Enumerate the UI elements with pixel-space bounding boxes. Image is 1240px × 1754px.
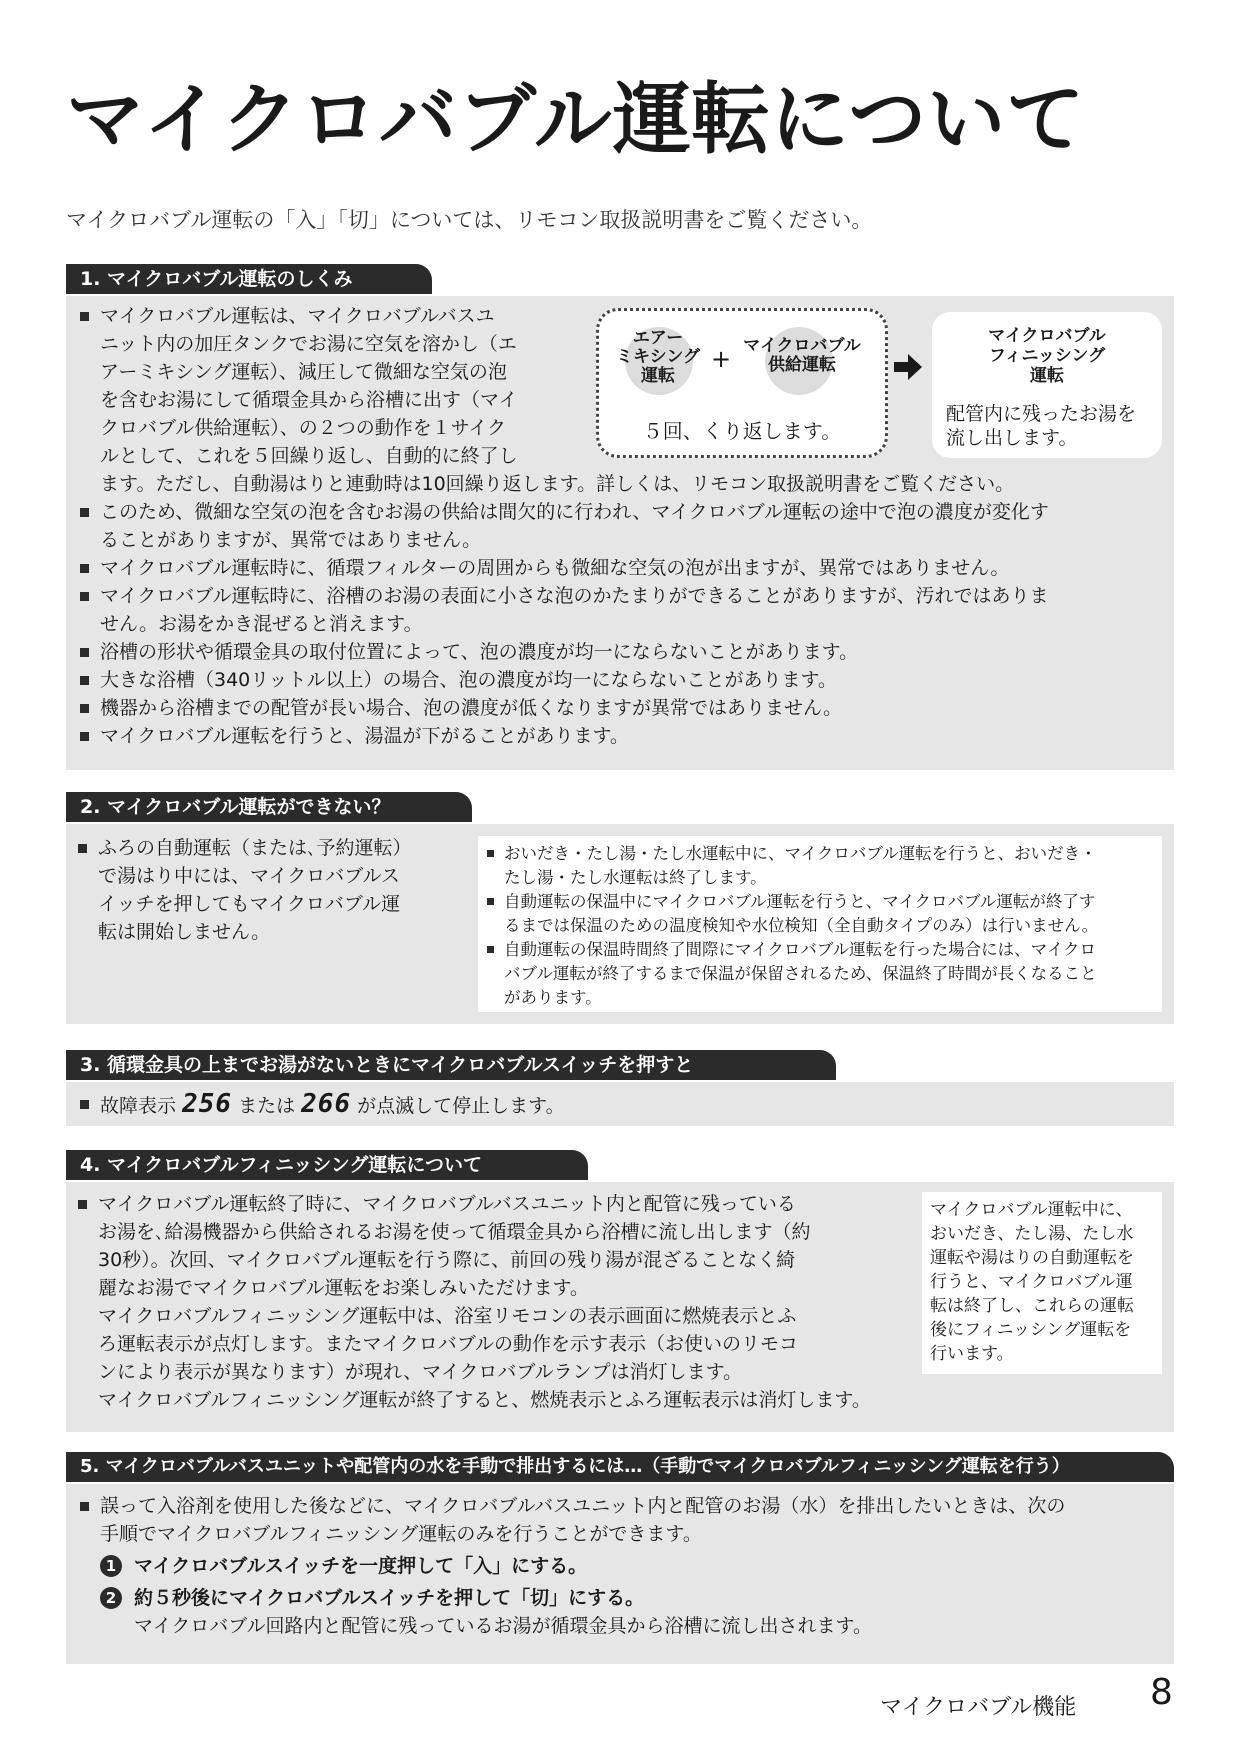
intro-text: マイクロバブル運転の「入」「切」については、リモコン取扱説明書をご覧ください。 — [66, 208, 873, 232]
section-1-header: 1. マイクロバブル運転のしくみ — [66, 264, 432, 294]
list-item: おいだき・たし湯・たし水運転中に、マイクロバブル運転を行うと、おいだき・ たし湯・たし水運転は終了します。 — [486, 842, 1154, 890]
list-item: 自動運転の保温時間終了間際にマイクロバブル運転を行った場合には、マイクロ バブル運転が終了するまで保温が保留されるため、保温終了時間が長くなること があります。 — [486, 938, 1154, 1010]
cycle-diagram — [596, 308, 888, 458]
s5-intro: 誤って入浴剤を使用した後などに、マイクロバブルバスユニット内と配管のお湯（水）を排出したいときは、次の 手順でマイクロバブルフィニッシング運転のみを行うことができます。 — [78, 1492, 1162, 1548]
step-2: 2 約５秒後にマイクロバブルスイッチを押して「切」にする。 — [78, 1584, 1162, 1612]
arrow-right-icon — [894, 354, 922, 380]
repeat-label: ５回、くり返します。 — [642, 419, 842, 443]
air-mixing-label: エアー ミキシング 運転 — [615, 328, 701, 386]
s1-para1-line: ルとして、これを５回繰り返し、自動的に終了し — [100, 445, 518, 467]
finishing-desc: 配管内に残ったお湯を 流し出します。 — [946, 403, 1137, 449]
step-2-number: 2 — [100, 1587, 122, 1609]
page-number: 8 — [1150, 1672, 1173, 1713]
section-5-body — [66, 1484, 1174, 1664]
section-3-body — [66, 1082, 1174, 1126]
step-1: 1 マイクロバブルスイッチを一度押して「入」にする。 — [78, 1552, 1162, 1580]
section-1-body — [66, 296, 1174, 770]
list-item: 機器から浴槽までの配管が長い場合、泡の濃度が低くなりますが異常ではありません。 — [78, 694, 1168, 722]
error-code-2: 266 — [301, 1089, 352, 1119]
list-item: このため、微細な空気の泡を含むお湯の供給は間欠的に行われ、マイクロバブル運転の途中で泡の濃度が変化す ることがありますが、異常ではありません。 — [78, 498, 1168, 554]
supply-label: マイクロバブル 供給運転 — [743, 336, 861, 375]
section-5-header: 5. マイクロバブルバスユニットや配管内の水を手動で排出するには…（手動でマイクロバブルフィニッシング運転を行う） — [66, 1452, 1174, 1482]
list-item: マイクロバブル運転時に、浴槽のお湯の表面に小さな泡のかたまりができることがありますが、汚れではありま せん。お湯をかき混ぜると消えます。 — [78, 582, 1168, 638]
s1-para1-line: ニット内の加圧タンクでお湯に空気を溶かし（エ — [100, 333, 517, 355]
s1-para1-last: ます。ただし、自動湯はりと連動時は10回繰り返します。詳しくは、リモコン取扱説明書をご覧ください。 — [100, 473, 1015, 495]
section-4-header: 4. マイクロバブルフィニッシング運転について — [66, 1150, 588, 1180]
page-title: マイクロバブル運転について — [66, 75, 1086, 165]
s1-para1-line: を含むお湯にして循環金具から浴槽に出す（マイ — [100, 389, 518, 411]
s4-note: マイクロバブル運転中に、 おいだき、たし湯、たし水 運転や湯はりの自動運転を 行うと、マイクロバブル運 転は終了し、これらの運転 後にフィニッシング運転を 行います。 — [922, 1192, 1162, 1374]
s1-para1-line: マイクロバブル運転は、マイクロバブルバスユ — [78, 302, 578, 330]
finishing-box — [932, 312, 1162, 458]
list-item: マイクロバブル運転時に、循環フィルターの周囲からも微細な空気の泡が出ますが、異常ではありません。 — [78, 554, 1168, 582]
s2-left-text: ふろの自動運転（または､予約運転） で湯はり中には、マイクロバブルス イッチを押してもマイクロバブル運 転は開始しません。 — [76, 834, 468, 946]
list-item: 大きな浴槽（340リットル以上）の場合、泡の濃度が均一にならないことがあります。 — [78, 666, 1168, 694]
section-3-header: 3. 循環金具の上までお湯がないときにマイクロバブルスイッチを押すと — [66, 1050, 836, 1080]
section-2-header: 2. マイクロバブル運転ができない？ — [66, 792, 472, 822]
s1-bullets — [78, 470, 1168, 750]
error-display-text: 故障表示 256 または 266 が点滅して停止します。 — [78, 1090, 1162, 1120]
plus-sign: + — [711, 345, 732, 373]
finishing-title: マイクロバブル フィニッシング 運転 — [988, 326, 1106, 386]
step-2-detail: マイクロバブル回路内と配管に残っているお湯が循環金具から浴槽に流し出されます。 — [134, 1615, 872, 1637]
s1-para1 — [78, 302, 578, 470]
error-code-1: 256 — [182, 1089, 233, 1119]
s1-para1-line: アーミキシング運転）、減圧して微細な空気の泡 — [100, 361, 507, 383]
section-4-body — [66, 1182, 1174, 1432]
footer-section-label: マイクロバブル機能 — [880, 1695, 1077, 1720]
s2-notes — [478, 836, 1162, 1012]
section-2-body — [66, 824, 1174, 1024]
s4-text: マイクロバブル運転終了時に、マイクロバブルバスユニット内と配管に残っている お湯を､給湯機器から供給されるお湯を使って循環金具から浴槽に流し出します（約 30秒）。次回、マイクロバブル運転を行う際に、前回の残り湯が混ざることなく綺 麗なお湯でマイクロバブル運転をお楽しみいただけます。 マイクロバブルフィニッシング運転中は、浴室リモコンの表示画面に燃焼表示とふ ろ運転表示が点灯します。またマイクロバブルの動作を示す表示（お使いのリモコ ンにより表示が異なります）が現れ、マイクロバブルランプは消灯します。 マイクロバブルフィニッシング運転が終了すると、燃焼表示とふろ運転表示は消灯します。 — [76, 1190, 886, 1414]
s1-para1-line: クロバブル供給運転）、の２つの動作を１サイク — [100, 417, 507, 439]
list-item: 自動運転の保温中にマイクロバブル運転を行うと、マイクロバブル運転が終了す るまでは保温のための温度検知や水位検知（全自動タイプのみ）は行いません。 — [486, 890, 1154, 938]
list-item: マイクロバブル運転を行うと、湯温が下がることがあります。 — [78, 722, 1168, 750]
list-item: 浴槽の形状や循環金具の取付位置によって、泡の濃度が均一にならないことがあります。 — [78, 638, 1168, 666]
step-1-number: 1 — [100, 1555, 122, 1577]
